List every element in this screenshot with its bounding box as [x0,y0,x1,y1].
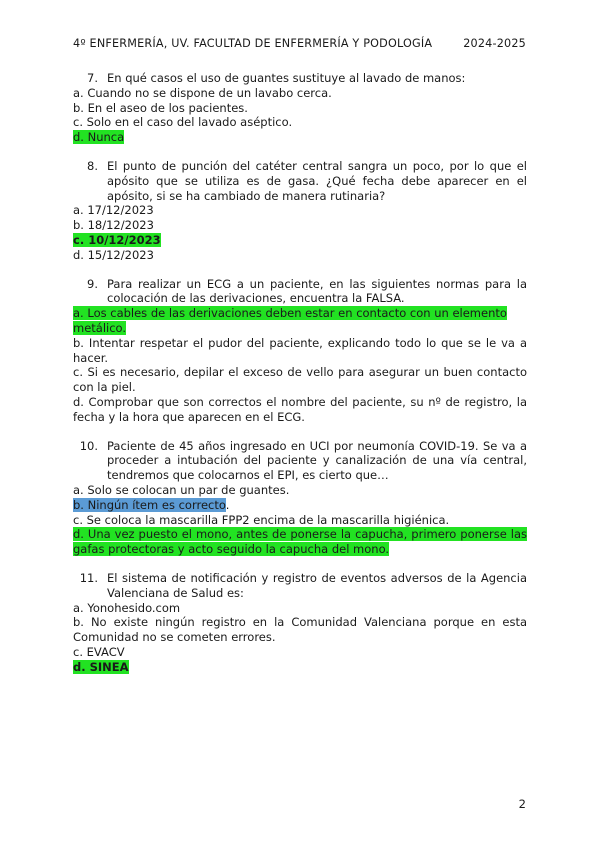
question-7 [73,71,527,145]
page-number: 2 [518,797,526,811]
option-d-highlighted: d. Una vez puesto el mono, antes de ponerse la capucha, primero ponerse las gafas protectoras y acto seguido la capucha del mono. [73,527,527,557]
option-c-correct: c. 10/12/2023 [73,232,161,247]
question-stem: Paciente de 45 años ingresado en UCI por neumonía COVID-19. Se va a proceder a intubación del paciente y canalización de una vía central, tendremos que colocarnos el EPI, es cierto que… [107,438,527,483]
option-d: d. 15/12/2023 [73,247,154,262]
option-c: c. EVACV [73,644,125,659]
question-11 [73,571,527,675]
question-stem: El punto de punción del catéter central sangra un poco, por lo que el apósito que se utiliza es de gasa. ¿Qué fecha debe aparecer en el apósito, si se ha cambiado de manera rutinaria? [107,158,527,203]
question-text [73,571,527,601]
question-text [73,439,527,483]
question-10: 10. Paciente de 45 años ingresado en UCI por neumonía COVID-19. Se va a proceder a intubación del paciente y canalización de una vía central, tendremos que colocarnos el EPI, es cierto que… a. Solo se colocan un par de guantes. b. Ningún ítem es correcto. c. Se coloca la mascarilla FPP2 encima de la mascarilla higiénica. d. Una vez puesto el mono, antes de ponerse la capucha, primero ponerse las gafas protectoras y acto seguido la capucha del mono. [73,438,527,557]
option-a-correct: a. Los cables de las derivaciones deben estar en contacto con un elemento metálico. [73,306,507,335]
option-b-highlighted: b. Ningún ítem es correcto [73,497,226,512]
question-text [73,277,527,307]
option-c: c. Solo en el caso del lavado aséptico. [73,115,293,130]
option-a: a. Solo se colocan un par de guantes. [73,482,290,497]
question-stem: El sistema de notificación y registro de eventos adversos de la Agencia Valenciana de Salud es: [107,570,527,600]
option-b: b. 18/12/2023 [73,218,154,233]
question-text [73,71,527,86]
question-number: 10. [79,438,98,453]
question-stem: Para realizar un ECG a un paciente, en las siguientes normas para la colocación de las derivaciones, encuentra la FALSA. [107,276,527,306]
option-c: c. Si es necesario, depilar el exceso de vello para asegurar un buen contacto con la piel. [73,365,527,395]
header-title: 4º ENFERMERÍA, UV. FACULTAD DE ENFERMERÍA Y PODOLOGÍA [73,37,433,50]
option-b: b. No existe ningún registro en la Comunidad Valenciana porque en esta Comunidad no se cometen errores. [73,615,527,645]
option-d: d. Comprobar que son correctos el nombre del paciente, su nº de registro, la fecha y la hora que aparecen en el ECG. [73,394,527,424]
question-number: 9. [87,276,98,291]
question-stem: En qué casos el uso de guantes sustituye al lavado de manos: [107,71,466,85]
option-b: b. En el aseo de los pacientes. [73,100,248,115]
question-number: 7. [87,71,98,85]
option-d-correct: d. Nunca [73,130,125,145]
question-8 [73,159,527,263]
option-a: a. 17/12/2023 [73,203,154,218]
question-number: 8. [87,158,98,173]
option-b: b. Intentar respetar el pudor del paciente, explicando todo lo que se le va a hacer. [73,335,527,365]
question-text [73,159,527,203]
document-body [73,71,527,688]
option-d-correct: d. SINEA [73,659,129,674]
header-year: 2024-2025 [463,37,526,50]
option-a: a. Yonohesido.com [73,600,181,615]
option-c: c. Se coloca la mascarilla FPP2 encima de la mascarilla higiénica. [73,512,450,527]
option-a: a. Cuando no se dispone de un lavabo cerca. [73,85,332,100]
question-number: 11. [79,570,98,585]
question-9 [73,277,527,425]
